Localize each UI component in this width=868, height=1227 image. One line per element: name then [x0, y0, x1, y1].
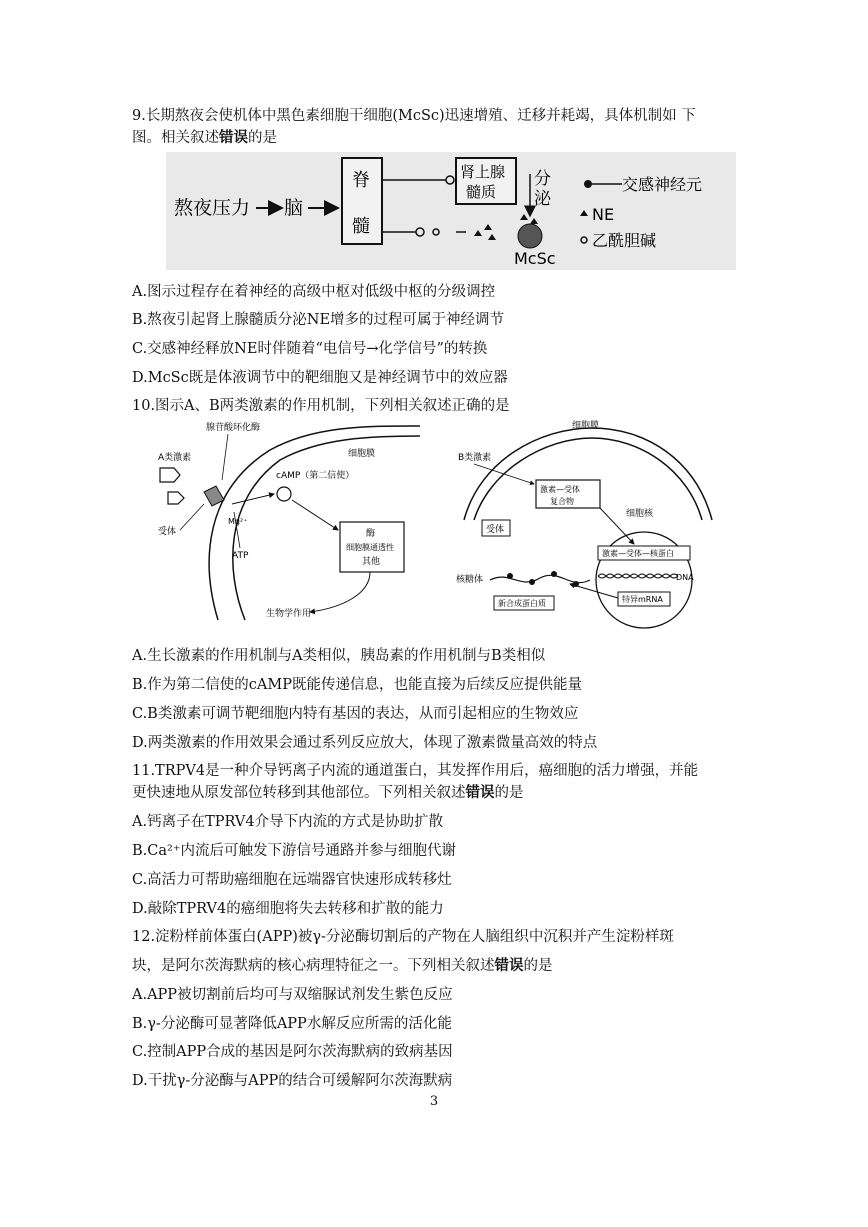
ribosome-label: 核糖体 [456, 575, 484, 585]
q11-option-c: C.高活力可帮助癌细胞在远端器官快速形成转移灶 [132, 872, 452, 888]
legend-ne: NE [592, 205, 615, 224]
q10-option-d: D.两类激素的作用效果会通过系列反应放大，体现了激素微量高效的特点 [132, 735, 598, 751]
nucleus-label: 细胞核 [626, 509, 654, 519]
q9-stem-line2: 图。相关叙述错误的是 [132, 129, 277, 146]
brain-label: 脑 [284, 197, 304, 219]
q11-option-b: B.Ca²⁺内流后可触发下游信号通路并参与细胞代谢 [132, 843, 456, 859]
b-hormone-label: B类激素 [458, 453, 492, 463]
mcsc-cell [518, 224, 542, 248]
legend-sympathetic-neuron: 交感神经元 [622, 175, 703, 194]
adrenal-label-2: 髓质 [466, 183, 497, 201]
spinal-label-2: 髓 [352, 216, 370, 237]
mrna-label: 特异mRNA [622, 595, 663, 604]
enzyme-label: 腺苷酸环化酶 [206, 423, 261, 433]
new-protein-label: 新合成蛋白质 [498, 599, 546, 608]
secrete-label-1: 分 [534, 169, 551, 189]
a-hormone-label: A类激素 [158, 453, 192, 463]
b-membrane-label: 细胞膜 [572, 421, 600, 431]
adrenal-label-1: 肾上腺 [460, 163, 506, 181]
biological-effect-label: 生物学作用 [266, 609, 312, 619]
spinal-label-1: 脊 [352, 170, 370, 191]
page-number: 3 [429, 1094, 439, 1109]
q12-option-d: D.干扰γ-分泌酶与APP的结合可缓解阿尔茨海默病 [132, 1073, 453, 1089]
complex-label-1: 激素—受体 [540, 485, 580, 494]
q10-figure-b [450, 420, 720, 632]
mg-label: Mg²⁺ [228, 517, 248, 526]
legend-ach: 乙酰胆碱 [592, 231, 657, 250]
q10-option-b: B.作为第二信使的cAMP既能传递信息，也能直接为后续反应提供能量 [132, 677, 582, 693]
q12-option-b: B.γ-分泌酶可显著降低APP水解反应所需的活化能 [132, 1016, 452, 1032]
dna-label: DNA [676, 573, 694, 582]
b-receptor-label: 受体 [486, 525, 505, 535]
q9-stem-line1: 9.长期熬夜会使机体中黑色素细胞干细胞(McSc)迅速增殖、迁移并耗竭，具体机制如 下 [132, 108, 696, 124]
q11-stem-line1: 11.TRPV4是一种介导钙离子内流的通道蛋白，其发挥作用后，癌细胞的活力增强，并能 [132, 763, 699, 779]
q9-mechanism-figure [166, 152, 736, 270]
q10-stem: 10.图示A、B两类激素的作用机制，下列相关叙述正确的是 [132, 398, 510, 414]
q12-stem-line2: 块，是阿尔茨海默病的核心病理特征之一。下列相关叙述错误的是 [132, 957, 553, 974]
atp-label: ATP [232, 551, 249, 561]
q9-option-a: A.图示过程存在着神经的高级中枢对低级中枢的分级调控 [132, 284, 496, 300]
q11-stem-line2: 更快速地从原发部位转移到其他部位。下列相关叙述错误的是 [132, 784, 524, 801]
secrete-label-2: 泌 [534, 189, 551, 209]
q9-option-b: B.熬夜引起肾上腺髓质分泌NE增多的过程可属于神经调节 [132, 312, 505, 328]
camp-label: cAMP（第二信使） [276, 471, 355, 481]
mcsc-label: McSc [514, 249, 556, 268]
membrane-label: 细胞膜 [348, 449, 376, 459]
q11-option-a: A.钙离子在TPRV4介导下内流的方式是协助扩散 [132, 814, 444, 830]
stress-label: 熬夜压力 [174, 197, 251, 219]
nuclear-complex-label: 激素—受体—核蛋白 [602, 549, 674, 558]
q12-option-c: C.控制APP合成的基因是阿尔茨海默病的致病基因 [132, 1044, 453, 1060]
q10-option-c: C.B类激素可调节靶细胞内特有基因的表达，从而引起相应的生物效应 [132, 706, 579, 722]
q12-option-a: A.APP被切割前后均可与双缩脲试剂发生紫色反应 [132, 987, 453, 1003]
box-label-permeability: 细胞膜通透性 [346, 543, 394, 552]
q10-option-a: A.生长激素的作用机制与A类相似，胰岛素的作用机制与B类相似 [132, 648, 546, 664]
q9-option-c: C.交感神经释放NE时伴随着“电信号→化学信号”的转换 [132, 341, 488, 357]
box-label-enzyme: 酶 [366, 529, 376, 539]
complex-label-2: 复合物 [550, 497, 574, 506]
receptor-label: 受体 [158, 527, 177, 537]
q11-option-d: D.敲除TPRV4的癌细胞将失去转移和扩散的能力 [132, 901, 444, 917]
q9-option-d: D.McSc既是体液调节中的靶细胞又是神经调节中的效应器 [132, 370, 508, 386]
q10-figure-a [150, 420, 422, 632]
q12-stem-line1: 12.淀粉样前体蛋白(APP)被γ-分泌酶切割后的产物在人脑组织中沉积并产生淀粉样斑 [132, 929, 674, 945]
box-label-other: 其他 [362, 557, 381, 567]
